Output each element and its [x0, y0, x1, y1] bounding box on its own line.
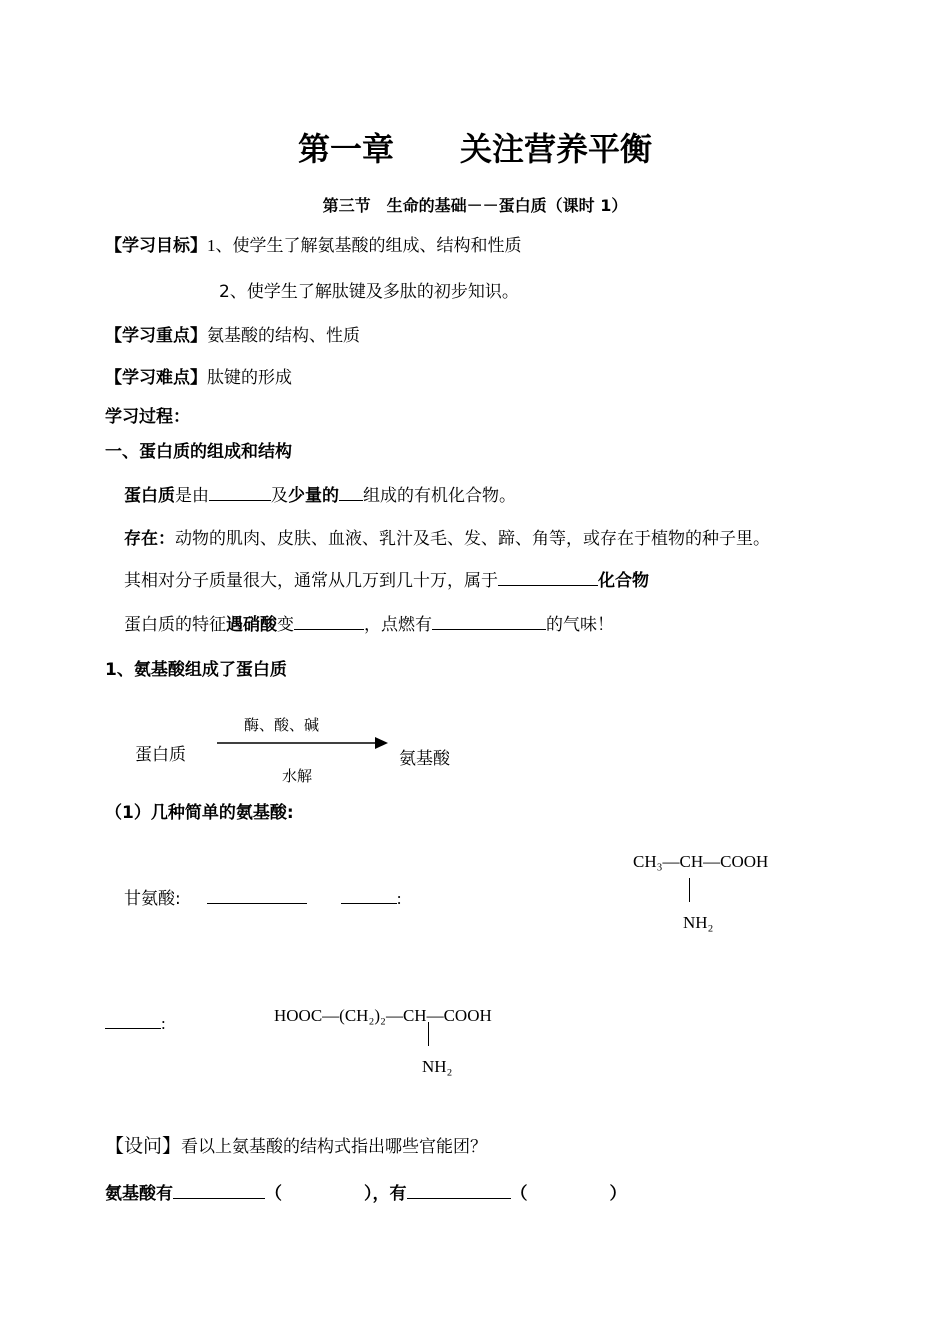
fill-blank-6[interactable] [207, 885, 307, 904]
part1-line-2: 存在：动物的肌肉、皮肤、血液、乳汁及毛、发、蹄、角等，或存在于植物的种子里。 [124, 529, 770, 549]
part1-line-3: 其相对分子质量很大，通常从几万到几十万，属于 化合物 [124, 566, 649, 591]
fill-blank-9[interactable] [173, 1180, 265, 1199]
glutamic-nh2: NH₂ [422, 1057, 453, 1076]
section-heading: 第三节 生命的基础－－蛋白质（课时 1） [322, 196, 628, 215]
fill-blank-5[interactable] [432, 611, 546, 630]
glutamic-row: : [105, 1010, 166, 1034]
objectives-line-2: 2、使学生了解肽键及多肽的初步知识。 [219, 282, 519, 302]
fill-blank-8[interactable] [105, 1010, 161, 1029]
fill-blank-3[interactable] [498, 567, 598, 586]
difficulty-line: 【学习难点】肽键的形成 [105, 368, 292, 388]
reaction-reactant: 蛋白质 [135, 745, 186, 764]
fill-blank-7[interactable] [341, 885, 397, 904]
sub1-heading: 1、氨基酸组成了蛋白质 [105, 660, 287, 680]
glycine-row: 甘氨酸: : [124, 884, 401, 909]
fill-blank-2[interactable] [339, 482, 363, 501]
sub1-1-heading: （1）几种简单的氨基酸: [105, 803, 294, 823]
keypoints-label: 【学习重点】 [105, 326, 207, 346]
reaction-product: 氨基酸 [399, 749, 450, 768]
reaction-arrow [215, 736, 390, 750]
glutamic-bond [428, 1022, 429, 1046]
objectives-line-1: 【学习目标】1、使学生了解氨基酸的组成、结构和性质 [105, 236, 522, 256]
glycine-label: 甘氨酸: [124, 889, 181, 909]
fill-blank-1[interactable] [209, 482, 271, 501]
chapter-label: 第一章 [297, 130, 394, 168]
part1-line-4: 蛋白质的特征遇硝酸变 ，点燃有 的气味！ [124, 610, 614, 635]
answer-line: 氨基酸有 （ ），有 （ ） [105, 1179, 627, 1204]
chapter-topic: 关注营养平衡 [460, 130, 653, 168]
process-label: 学习过程： [105, 407, 190, 427]
alanine-nh2: NH₂ [683, 913, 714, 932]
keypoints-line: 【学习重点】氨基酸的结构、性质 [105, 326, 360, 346]
objectives-label: 【学习目标】 [105, 236, 207, 256]
part1-heading: 一、蛋白质的组成和结构 [105, 442, 292, 462]
reaction-conditions-top: 酶、酸、碱 [244, 718, 320, 734]
question-label: 【设问】 [105, 1135, 182, 1157]
glutamic-chain: HOOC—(CH₂)₂—CH—COOH [274, 1006, 492, 1025]
difficulty-label: 【学习难点】 [105, 368, 207, 388]
fill-blank-10[interactable] [407, 1180, 511, 1199]
alanine-bond [689, 878, 690, 902]
part1-line-1: 蛋白质是由 及少量的 组成的有机化合物。 [124, 481, 516, 506]
reaction-conditions-bottom: 水解 [282, 769, 313, 785]
page-title [0, 124, 950, 170]
alanine-chain: CH₃—CH—COOH [633, 852, 769, 871]
question-line: 【设问】看以上氨基酸的结构式指出哪些官能团？ [105, 1135, 488, 1157]
fill-blank-4[interactable] [294, 611, 364, 630]
